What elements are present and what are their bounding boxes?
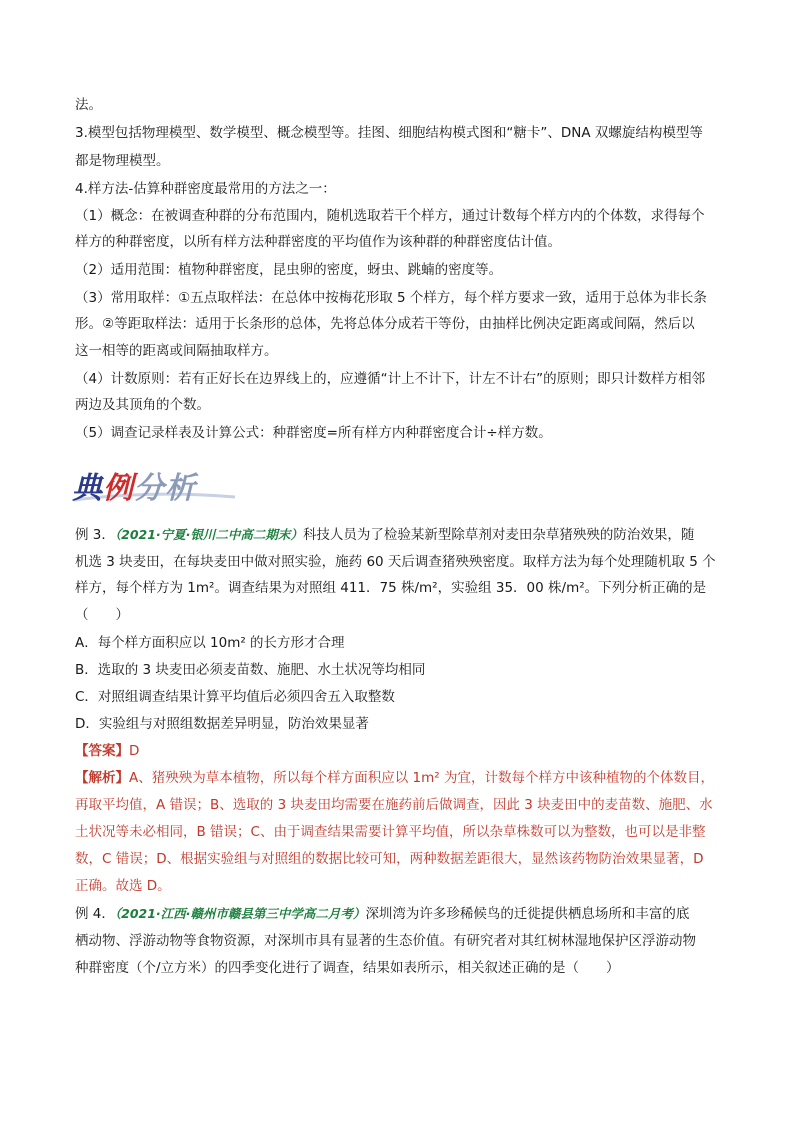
text-line: 4.样方法-估算种群密度最常用的方法之一： [75,181,336,197]
analysis-label: 【解析】 [75,770,129,786]
example-analysis-banner [72,470,242,508]
answer-value: D [129,743,140,759]
text-line: （1）概念：在被调查种群的分布范围内，随机选取若干个样方，通过计数每个样方内的个体数，求得每个 [75,208,705,224]
banner-title [72,470,196,508]
example-4-stem [75,904,725,924]
analysis-line [75,768,725,788]
text-line: （4）计数原则：若有正好长在边界线上的，应遵循“计上不计下，计左不计右”的原则；即只计数样方相邻 [75,371,706,387]
source-tag: （2021·江西·赣州市赣县第三中学高二月考） [114,906,366,921]
analysis-line: 数，C 错误；D、根据实验组与对照组的数据比较可知，两种数据差距很大，显然该药物防治效果显著，D [75,851,704,867]
analysis-line: 土状况等未必相同，B 错误；C、由于调查结果需要计算平均值，所以杂草株数可以为整数，也可以是非整 [75,824,706,840]
text-line: 都是物理模型。 [75,153,170,169]
example-number: 例 3． [75,527,115,543]
text-line: 形。②等距取样法：适用于长条形的总体，先将总体分成若干等份，由抽样比例决定距离或间隔，然后以 [75,316,695,332]
question-text: 深圳湾为许多珍稀候鸟的迁徙提供栖息场所和丰富的底 [365,906,690,922]
analysis-text: A、猪殃殃为草本植物，所以每个样方面积应以 1m² 为宜，计数每个样方中该种植物的个体数目， [129,770,714,786]
text-line: 两边及其顶角的个数。 [75,397,210,413]
banner-char-1: 典 [72,471,103,506]
example-3-stem [75,525,725,545]
answer-blank: （ ） [75,607,129,623]
banner-char-3: 分析 [134,471,196,506]
text-line: （5）调查记录样表及计算公式：种群密度=所有样方内种群密度合计÷样方数。 [75,425,552,441]
text-line: 3.模型包括物理模型、数学模型、概念模型等。挂图、细胞结构模式图和“糖卡”、DNA 双螺旋结构模型等 [75,125,703,141]
text-line: 样方的种群密度，以所有样方法种群密度的平均值作为该种群的种群密度估计值。 [75,234,561,250]
option-b: B．选取的 3 块麦田必须麦苗数、施肥、水土状况等均相同 [75,662,426,678]
text-line: 样方，每个样方为 1m²。调查结果为对照组 411．75 株/m²，实验组 35．00 株/m²。下列分析正确的是 [75,580,707,596]
text-line: （3）常用取样：①五点取样法：在总体中按梅花形取 5 个样方，每个样方要求一致，适用于总体为非长条 [75,290,707,306]
answer-label: 【答案】 [75,743,129,759]
text-line: 机选 3 块麦田，在每块麦田中做对照实验，施药 60 天后调查猪殃殃密度。取样方法为每个处理随机取 5 个 [75,554,716,570]
banner-char-2: 例 [103,471,134,506]
text-line: 这一相等的距离或间隔抽取样方。 [75,343,278,359]
option-c: C．对照组调查结果计算平均值后必须四舍五入取整数 [75,689,395,705]
source-tag: （2021·宁夏·银川二中高二期末） [114,527,303,542]
example-number: 例 4． [75,906,115,922]
text-line: 栖动物、浮游动物等食物资源，对深圳市具有显著的生态价值。有研究者对其红树林湿地保护区浮游动物 [75,933,696,949]
answer-line [75,741,725,761]
analysis-line: 正确。故选 D。 [75,878,171,894]
text-line: （2）适用范围：植物种群密度，昆虫卵的密度，蚜虫、跳蝻的密度等。 [75,262,503,278]
text-line: 种群密度（个/立方米）的四季变化进行了调查，结果如表所示，相关叙述正确的是（ ） [75,960,620,976]
option-d: D．实验组与对照组数据差异明显，防治效果显著 [75,716,369,732]
text-line: 法。 [75,97,102,113]
option-a: A．每个样方面积应以 10m² 的长方形才合理 [75,635,345,651]
question-text: 科技人员为了检验某新型除草剂对麦田杂草猪殃殃的防治效果，随 [302,527,695,543]
analysis-line: 再取平均值，A 错误；B、选取的 3 块麦田均需要在施药前后做调查，因此 3 块麦田中的麦苗数、施肥、水 [75,797,713,813]
